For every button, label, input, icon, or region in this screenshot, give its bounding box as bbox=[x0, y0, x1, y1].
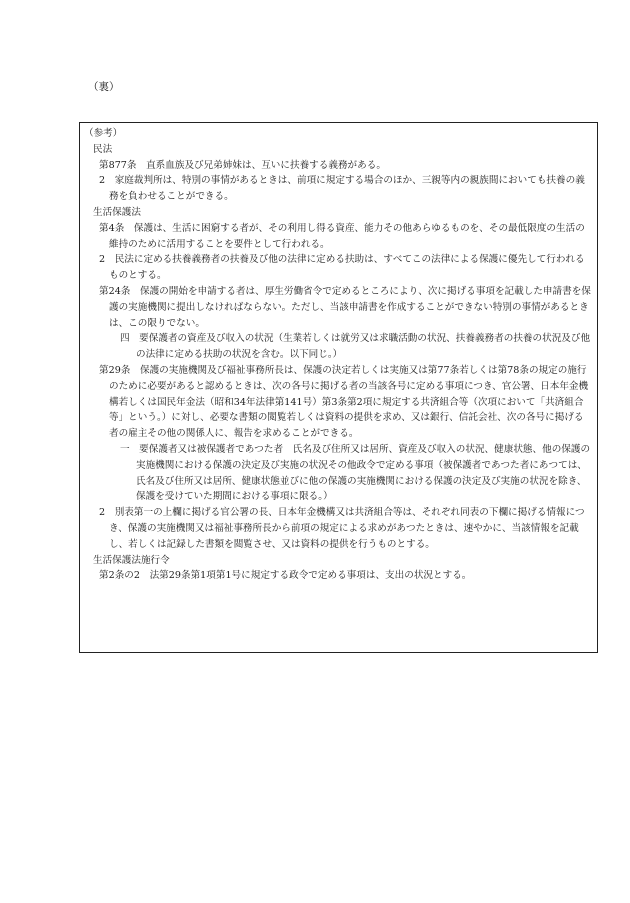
section-title-public-assistance-act: 生活保護法 bbox=[93, 206, 141, 218]
pa-act-art24-item4: 四 要保護者の資産及び収入の状況（生業若しくは就労又は求職活動の状況、扶養義務者の扶養の状況及び他の法律に定める扶助の状況を含む。以下同じ。） bbox=[120, 333, 591, 361]
pa-act-art4-para2: 2 民法に定める扶養義務者の扶養及び他の法律に定める扶助は、すべてこの法律による保護に優先して行われるものとする。 bbox=[99, 254, 585, 282]
pa-act-art24: 第24条 保護の開始を申請する者は、厚生労働省令で定めるところにより、次に掲げる事項を記載した申請書を保護の実施機関に提出しなければならない。ただし、当該申請書を作成することができない特別の事情があるときは、この限りでない。 bbox=[99, 285, 591, 329]
section-title-civil-code: 民法 bbox=[93, 143, 113, 155]
reference-box bbox=[79, 122, 598, 653]
enforcement-order-art2-2: 第2条の2 法第29条第1項第1号に規定する政令で定める事項は、支出の状況とする。 bbox=[99, 570, 472, 582]
page-side-label: （裏） bbox=[88, 81, 120, 93]
reference-content bbox=[84, 126, 591, 584]
section-title-enforcement-order: 生活保護法施行令 bbox=[93, 554, 170, 566]
reference-heading: （参考） bbox=[84, 128, 123, 139]
civil-code-art877-para2: 2 家庭裁判所は、特別の事情があるときは、前項に規定する場合のほか、三親等内の親族間においても扶養の義務を負わせることができる。 bbox=[99, 175, 585, 203]
pa-act-art29: 第29条 保護の実施機関及び福祉事務所長は、保護の決定若しくは実施又は第77条若しくは第78条の規定の施行のために必要があると認めるときは、次の各号に掲げる者の当該各号に定める事項につき、官公署、日本年金機構若しくは国民年金法（昭和34年法律第141号）第3条第2項に規定する共済組合等（次項において「共済組合等」という。）に対し、必要な書類の閲覧若しくは資料の提供を求め、又は銀行、信託会社、次の各号に掲げる者の雇主その他の関係人に、報告を求めることができる。 bbox=[99, 364, 589, 440]
pa-act-art4: 第4条 保護は、生活に困窮する者が、その利用し得る資産、能力その他あらゆるものを、その最低限度の生活の維持のために活用することを要件として行われる。 bbox=[99, 222, 585, 250]
pa-act-art29-para2: 2 別表第一の上欄に掲げる官公署の長、日本年金機構又は共済組合等は、それぞれ同表の下欄に掲げる情報につき、保護の実施機関又は福祉事務所長から前項の規定による求めがあつたときは、速やかに、当該情報を記載し、若しくは記録した書類を閲覧させ、又は資料の提供を行うものとする。 bbox=[99, 507, 585, 550]
pa-act-art29-item1: 一 要保護者又は被保護者であつた者 氏名及び住所又は居所、資産及び収入の状況、健康状態、他の保護の実施機関における保護の決定及び実施の状況その他政令で定める事項（被保護者であつた者にあつては、氏名及び住所又は居所、健康状態並びに他の保護の実施機関における保護の決定及び実施の状況を除き、保護を受けていた期間における事項に限る。） bbox=[120, 443, 591, 503]
civil-code-art877: 第877条 直系血族及び兄弟姉妹は、互いに扶養する義務がある。 bbox=[99, 159, 386, 171]
